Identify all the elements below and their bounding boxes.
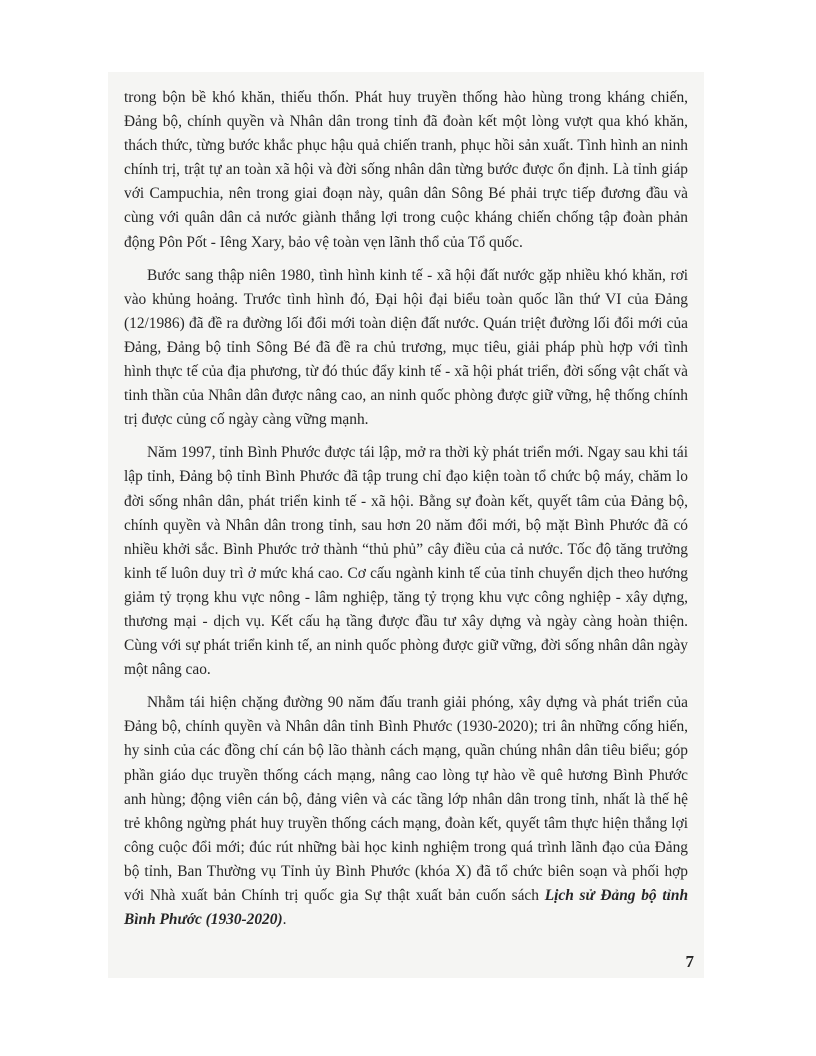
paragraph-1: trong bộn bề khó khăn, thiếu thốn. Phát huy truyền thống hào hùng trong kháng chiến, Đảng bộ, chính quyền và Nhân dân trong tỉnh đã đoàn kết một lòng vượt qua khó khăn, thách thức, từng bước khắc phục hậu quả chiến tranh, phục hồi sản xuất. Tình hình an ninh chính trị, trật tự an toàn xã hội và đời sống nhân dân từng bước được ổn định. Là tỉnh giáp với Campuchia, nên trong giai đoạn này, quân dân Sông Bé phải trực tiếp đương đầu và cùng với quân dân cả nước giành thắng lợi trong cuộc kháng chiến chống tập đoàn phản động Pôn Pốt - Iêng Xary, bảo vệ toàn vẹn lãnh thổ của Tổ quốc.	[124, 89, 688, 251]
book-page	[108, 72, 704, 978]
final-punctuation: .	[282, 911, 287, 929]
paragraph-4	[124, 691, 688, 932]
paragraph-3: Năm 1997, tỉnh Bình Phước được tái lập, mở ra thời kỳ phát triển mới. Ngay sau khi tái lập tỉnh, Đảng bộ tỉnh Bình Phước đã tập trung chỉ đạo kiện toàn tổ chức bộ máy, chăm lo đời sống nhân dân, phát triển kinh tế - xã hội. Bằng sự đoàn kết, quyết tâm của Đảng bộ, chính quyền và Nhân dân trong tỉnh, sau hơn 20 năm đổi mới, bộ mặt Bình Phước đã có nhiều khởi sắc. Bình Phước trở thành “thủ phủ” cây điều của cả nước. Tốc độ tăng trưởng kinh tế luôn duy trì ở mức khá cao. Cơ cấu ngành kinh tế của tỉnh chuyển dịch theo hướng giảm tỷ trọng khu vực nông - lâm nghiệp, tăng tỷ trọng khu vực công nghiệp - xây dựng, thương mại - dịch vụ. Kết cấu hạ tầng được đầu tư xây dựng và ngày càng hoàn thiện. Cùng với sự phát triển kinh tế, an ninh quốc phòng được giữ vững, đời sống nhân dân ngày một nâng cao.	[124, 444, 688, 679]
paragraph-2: Bước sang thập niên 1980, tình hình kinh tế - xã hội đất nước gặp nhiều khó khăn, rơi vào khủng hoảng. Trước tình hình đó, Đại hội đại biểu toàn quốc lần thứ VI của Đảng (12/1986) đã đề ra đường lối đổi mới toàn diện đất nước. Quán triệt đường lối đổi mới của Đảng, Đảng bộ tỉnh Sông Bé đã đề ra chủ trương, mục tiêu, giải pháp phù hợp với tình hình thực tế của địa phương, từ đó thúc đẩy kinh tế - xã hội phát triển, đời sống vật chất và tinh thần của Nhân dân được nâng cao, an ninh quốc phòng được giữ vững, hệ thống chính trị được củng cố ngày càng vững mạnh.	[124, 266, 688, 429]
page-number: 7	[685, 952, 694, 971]
book-title: Lịch sử Đảng bộ tỉnh Bình Phước (1930-2020)	[124, 887, 689, 929]
body-text	[124, 86, 688, 932]
paragraph-4-text: Nhằm tái hiện chặng đường 90 năm đấu tranh giải phóng, xây dựng và phát triển của Đảng bộ, chính quyền và Nhân dân tỉnh Bình Phước (1930-2020); tri ân những cống hiến, hy sinh của các đồng chí cán bộ lão thành cách mạng, quần chúng nhân dân tiêu biểu; góp phần giáo dục truyền thống cách mạng, nâng cao lòng tự hào về quê hương Bình Phước anh hùng; động viên cán bộ, đảng viên và các tầng lớp nhân dân trong tỉnh, nhất là thế hệ trẻ không ngừng phát huy truyền thống cách mạng, đoàn kết, quyết tâm thực hiện thắng lợi công cuộc đổi mới; đúc rút những bài học kinh nghiệm trong quá trình lãnh đạo của Đảng bộ tỉnh, Ban Thường vụ Tỉnh ủy Bình Phước (khóa X) đã tổ chức biên soạn và phối hợp với Nhà xuất bản Chính trị quốc gia Sự thật xuất bản cuốn sách	[124, 694, 688, 904]
